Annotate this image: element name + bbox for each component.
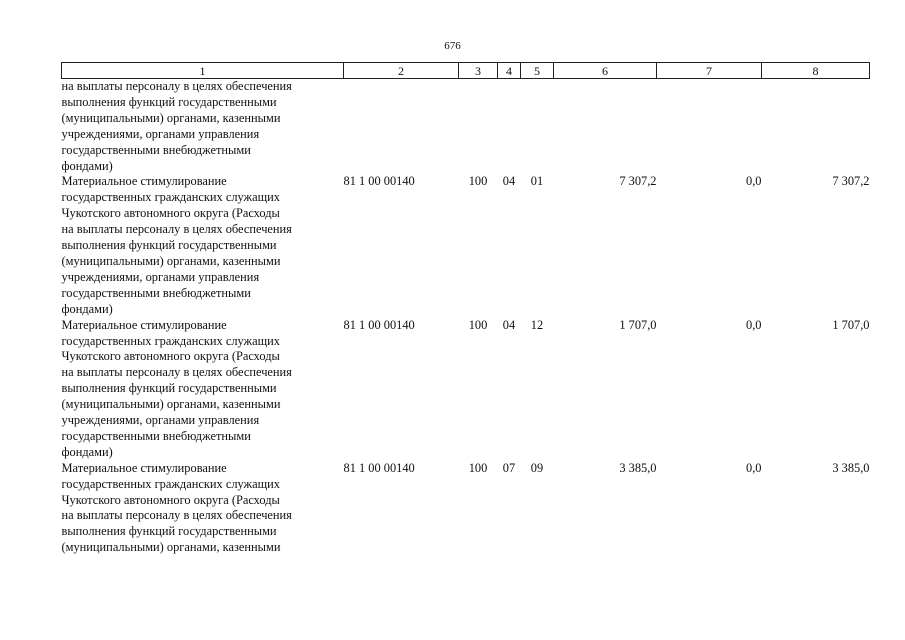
row-description	[62, 174, 344, 317]
description-line: выполнения функций государственными	[61, 524, 277, 539]
row-col5: 01	[530, 174, 544, 189]
description-line: выполнения функций государственными	[61, 94, 277, 109]
description-line: фондами)	[61, 158, 113, 173]
header-col-1: 1	[62, 63, 344, 79]
description-line: Чукотского автономного округа (Расходы	[61, 206, 280, 221]
description-line: (муниципальными) органами, казенными	[61, 540, 281, 555]
row-col6: 7 307,2	[619, 174, 657, 189]
row-col8: 3 385,0	[832, 460, 870, 475]
header-col-6: 6	[554, 63, 657, 79]
row-col3: 100	[468, 460, 488, 475]
row-col6: 3 385,0	[619, 460, 657, 475]
row-col3	[459, 79, 498, 175]
budget-table	[61, 62, 870, 556]
table-row	[62, 79, 870, 175]
description-line: (муниципальными) органами, казенными	[61, 253, 281, 268]
row-code: 81 1 00 00140	[343, 317, 415, 332]
row-col7: 0,0	[746, 174, 762, 189]
row-col6: 1 707,0	[619, 317, 657, 332]
row-col4: 04	[502, 317, 516, 332]
row-code	[344, 79, 459, 175]
header-col-2: 2	[344, 63, 459, 79]
description-line: (муниципальными) органами, казенными	[61, 397, 281, 412]
row-col8: 7 307,2	[832, 174, 870, 189]
row-col3: 100	[468, 174, 488, 189]
table-row	[62, 318, 870, 461]
row-col8	[762, 79, 870, 175]
description-line: на выплаты персоналу в целях обеспечения	[61, 508, 292, 523]
description-line: на выплаты персоналу в целях обеспечения	[61, 222, 292, 237]
header-col-8: 8	[762, 63, 870, 79]
description-line: учреждениями, органами управления	[61, 269, 260, 284]
header-col-4: 4	[498, 63, 521, 79]
table-row	[62, 461, 870, 556]
description-line: Чукотского автономного округа (Расходы	[61, 349, 280, 364]
row-description	[62, 461, 344, 556]
description-line: государственных гражданских служащих	[61, 476, 280, 491]
description-line: на выплаты персоналу в целях обеспечения	[61, 79, 292, 93]
row-col5	[521, 79, 554, 175]
table-body	[62, 79, 870, 557]
description-line: Материальное стимулирование	[61, 460, 227, 475]
header-col-3: 3	[459, 63, 498, 79]
table-row	[62, 174, 870, 317]
description-line: государственными внебюджетными	[61, 142, 251, 157]
description-line: учреждениями, органами управления	[61, 413, 260, 428]
row-col5: 09	[530, 460, 544, 475]
page-number: 676	[444, 40, 461, 52]
description-line: на выплаты персоналу в целях обеспечения	[61, 365, 292, 380]
table-header	[62, 63, 870, 79]
row-code: 81 1 00 00140	[343, 174, 415, 189]
row-description	[62, 79, 344, 175]
header-row	[62, 63, 870, 79]
description-line: фондами)	[61, 444, 113, 459]
row-col6	[554, 79, 657, 175]
row-col3: 100	[468, 317, 488, 332]
description-line: государственных гражданских служащих	[61, 190, 280, 205]
description-line: Чукотского автономного округа (Расходы	[61, 492, 280, 507]
description-line: Материальное стимулирование	[61, 317, 227, 332]
row-code: 81 1 00 00140	[343, 460, 415, 475]
row-col4: 04	[502, 174, 516, 189]
row-col7	[657, 79, 762, 175]
description-line: выполнения функций государственными	[61, 381, 277, 396]
row-col8: 1 707,0	[832, 317, 870, 332]
row-col7: 0,0	[746, 317, 762, 332]
description-line: учреждениями, органами управления	[61, 126, 260, 141]
row-col4	[498, 79, 521, 175]
header-col-5: 5	[521, 63, 554, 79]
description-line: фондами)	[61, 301, 113, 316]
row-col4: 07	[502, 460, 516, 475]
header-col-7: 7	[657, 63, 762, 79]
description-line: Материальное стимулирование	[61, 174, 227, 189]
row-description	[62, 318, 344, 461]
description-line: государственными внебюджетными	[61, 428, 251, 443]
description-line: выполнения функций государственными	[61, 238, 277, 253]
description-line: государственными внебюджетными	[61, 285, 251, 300]
row-col5: 12	[530, 317, 544, 332]
row-col7: 0,0	[746, 460, 762, 475]
description-line: (муниципальными) органами, казенными	[61, 110, 281, 125]
description-line: государственных гражданских служащих	[61, 333, 280, 348]
